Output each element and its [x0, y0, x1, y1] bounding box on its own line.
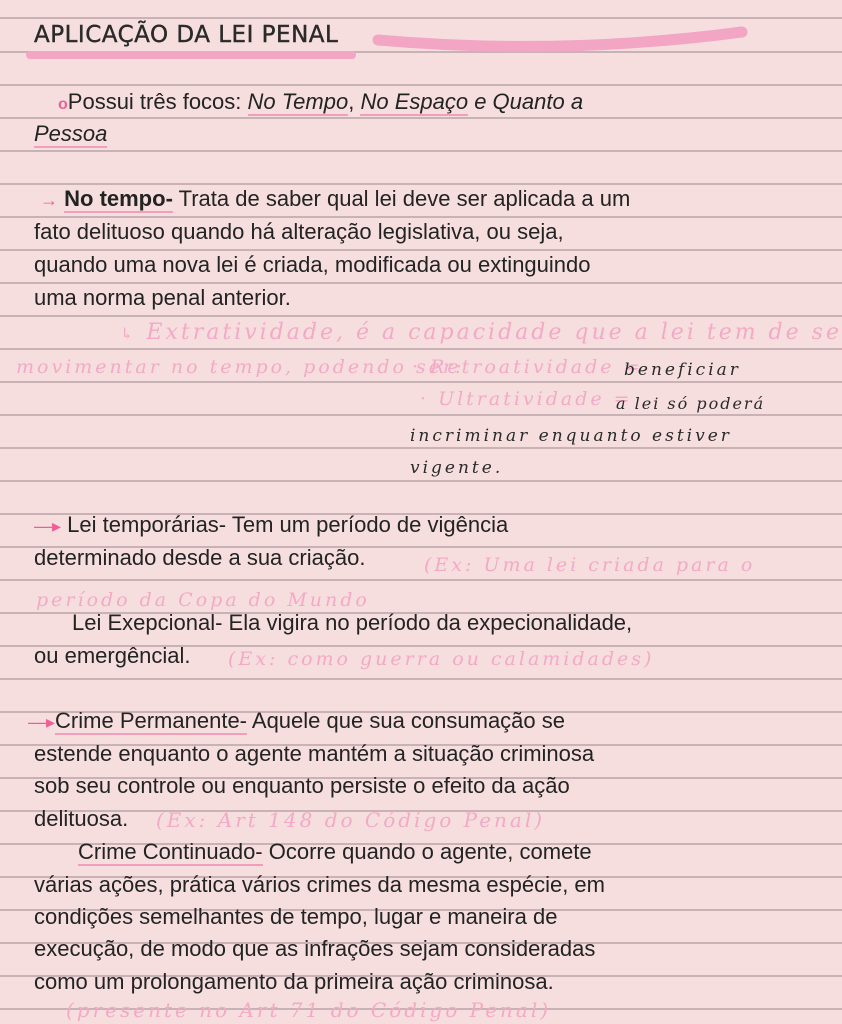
- focos-line: oPossui três focos: No Tempo, No Espaço e Quanto a: [58, 89, 584, 114]
- continuado-line-5: como um prolongamento da primeira ação criminosa.: [34, 969, 554, 994]
- continuado-line-2: várias ações, prática vários crimes da mesma espécie, em: [34, 872, 605, 897]
- note-ultratividade-line3: vigente.: [410, 458, 504, 478]
- note-extratividade-1: ↳ Extratividade, é a capacidade que a lei tem de se: [120, 320, 842, 345]
- temporarias-line-1: —▸ Lei temporárias- Tem um período de vigência: [34, 512, 509, 537]
- excepcional-line-2: ou emergêncial.: [34, 643, 191, 668]
- permanente-note: (Ex: Art 148 do Código Penal): [156, 808, 546, 832]
- no-tempo-line-4: uma norma penal anterior.: [34, 285, 291, 310]
- foco-pessoa: Pessoa: [34, 121, 108, 146]
- circle-bullet-icon: o: [58, 96, 68, 113]
- permanente-heading: Crime Permanente-: [55, 708, 247, 733]
- continuado-line-3: condições semelhantes de tempo, lugar e maneira de: [34, 904, 558, 929]
- temporarias-line-2: determinado desde a sua criação.: [34, 545, 366, 570]
- foco-no-tempo: No Tempo: [247, 89, 349, 114]
- permanente-line-4: delituosa.: [34, 806, 129, 831]
- continuado-line-1: Crime Continuado- Ocorre quando o agente, comete: [78, 839, 592, 864]
- temporarias-note-2: período da Copa do Mundo: [36, 589, 370, 611]
- continuado-note: (presente no Art 71 do Código Penal): [66, 998, 552, 1022]
- no-tempo-line-2: fato delituoso quando há alteração legislativa, ou seja,: [34, 219, 564, 244]
- permanente-line-2: estende enquanto o agente mantém a situação criminosa: [34, 741, 595, 766]
- note-retroatividade-value: beneficiar: [624, 360, 741, 380]
- excepcional-note: (Ex: como guerra ou calamidades): [228, 648, 655, 670]
- note-extratividade-2: movimentar no tempo, podendo ser:: [16, 356, 465, 378]
- excepcional-line-1: Lei Exepcional- Ela vigira no período da expecionalidade,: [72, 610, 633, 635]
- continuado-heading: Crime Continuado-: [78, 839, 263, 864]
- no-tempo-heading: No tempo-: [64, 186, 173, 211]
- no-tempo-line-1: → No tempo- Trata de saber qual lei deve ser aplicada a um: [40, 186, 631, 211]
- title-swoosh-decoration: [370, 22, 750, 62]
- note-ultratividade-line2: incriminar enquanto estiver: [410, 426, 732, 446]
- no-tempo-line-3: quando uma nova lei é criada, modificada ou extinguindo: [34, 252, 591, 277]
- note-ultratividade-value: a lei só poderá: [616, 394, 766, 413]
- arrow-right-icon: —▸: [28, 712, 56, 732]
- arrow-right-icon: —▸: [34, 516, 62, 536]
- permanente-line-1: —▸Crime Permanente- Aquele que sua consumação se: [28, 708, 566, 733]
- note-retroatividade: · Retroatividade =: [412, 356, 643, 378]
- page-title: APLICAÇÃO DA LEI PENAL: [34, 22, 339, 48]
- temporarias-note-1: (Ex: Uma lei criada para o: [424, 554, 756, 576]
- note-ultratividade: · Ultratividade =: [420, 388, 633, 410]
- title-underline: [26, 51, 356, 59]
- arrow-right-icon: →: [40, 190, 58, 210]
- permanente-line-3: sob seu controle ou enquanto persiste o efeito da ação: [34, 773, 570, 798]
- foco-no-espaco: No Espaço: [360, 89, 469, 114]
- continuado-line-4: execução, de modo que as infrações sejam consideradas: [34, 936, 596, 961]
